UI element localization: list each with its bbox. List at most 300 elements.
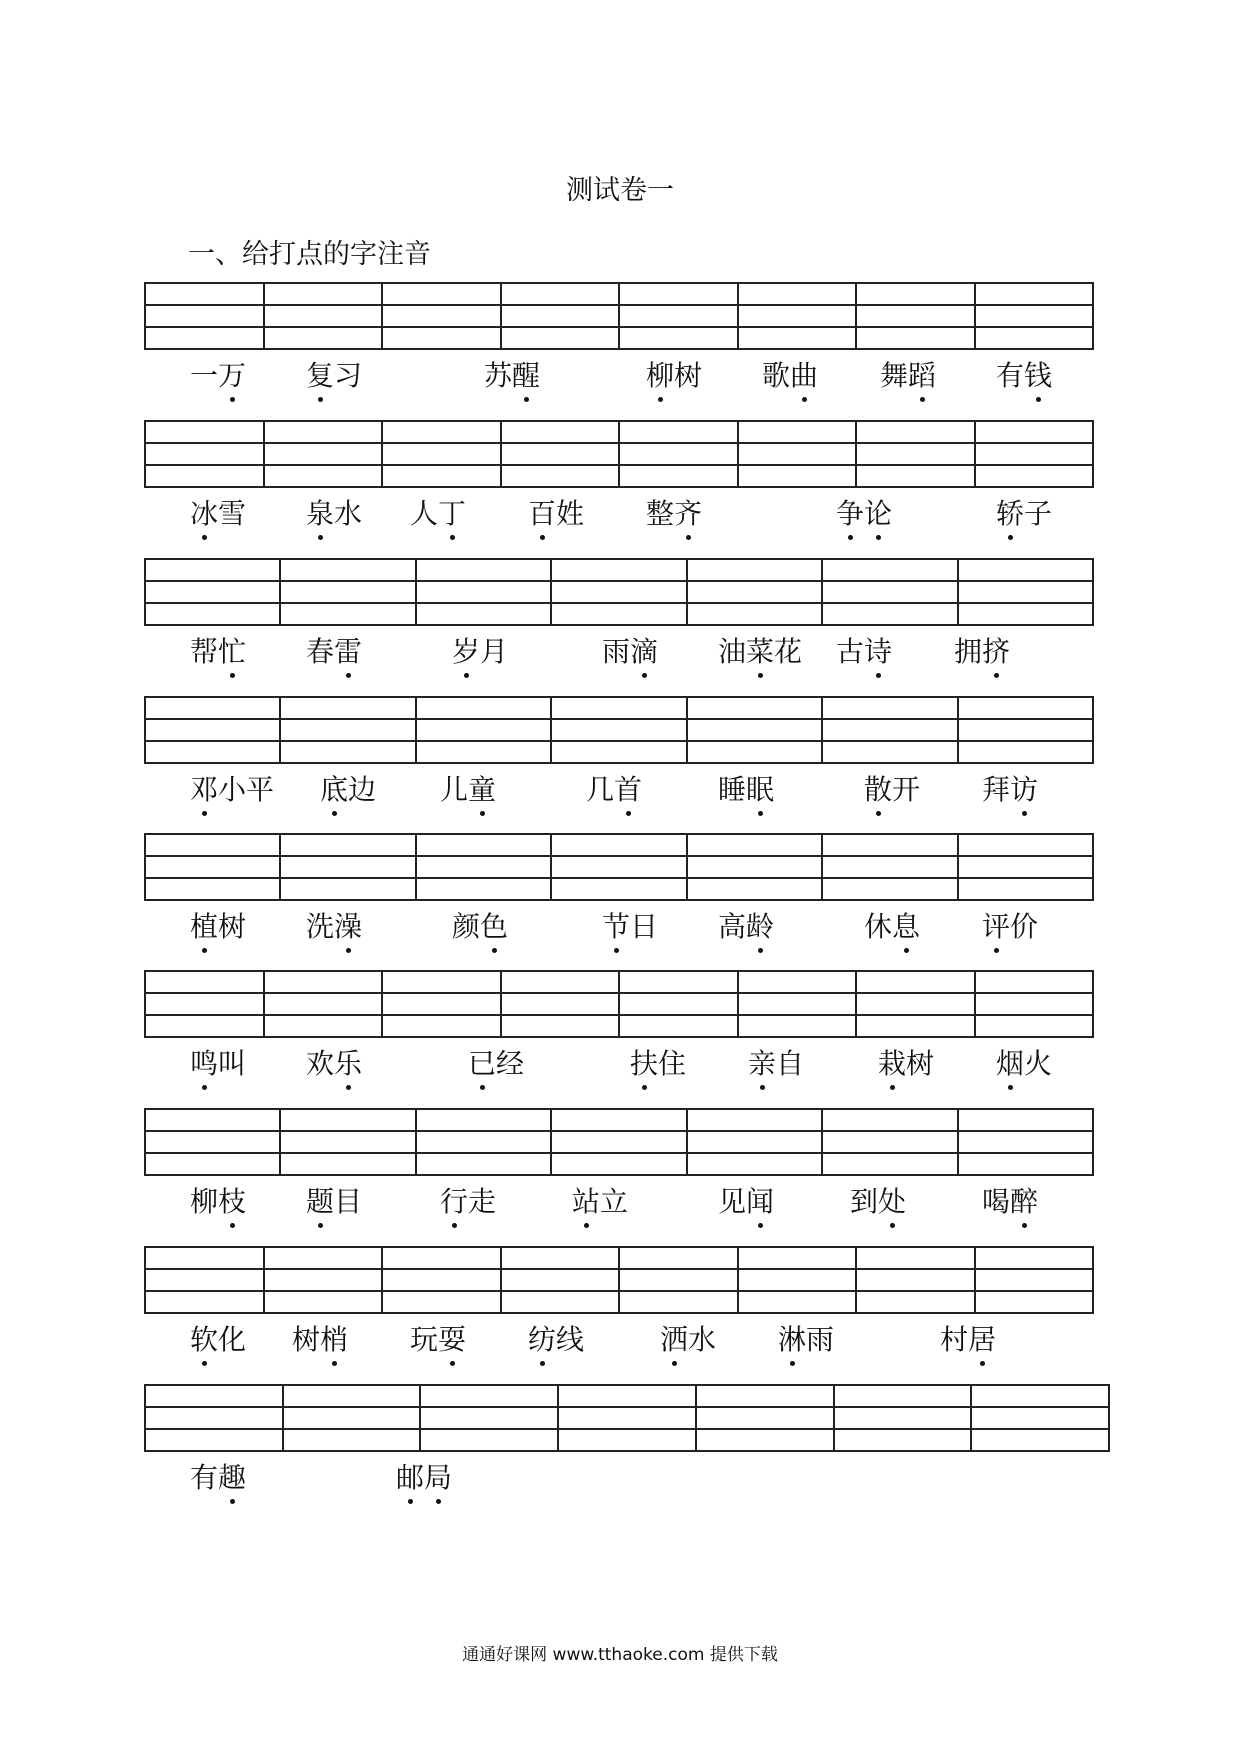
writing-cell[interactable] <box>975 443 1094 465</box>
writing-cell[interactable] <box>958 581 1093 603</box>
writing-cell[interactable] <box>382 421 501 443</box>
writing-cell[interactable] <box>551 559 686 581</box>
emphasis-dot <box>790 1361 795 1366</box>
writing-cell[interactable] <box>145 993 264 1015</box>
writing-cell[interactable] <box>975 1015 1094 1037</box>
vocab-word: 高龄 <box>718 910 775 943</box>
emphasis-dot <box>890 1085 895 1090</box>
writing-cell[interactable] <box>416 741 551 763</box>
writing-cell[interactable] <box>416 697 551 719</box>
emphasis-dot <box>202 1085 207 1090</box>
writing-cell[interactable] <box>738 971 857 993</box>
pinyin-grid <box>144 696 1094 764</box>
writing-cell[interactable] <box>687 834 822 856</box>
vocab-word: 拜访 <box>982 773 1039 806</box>
writing-cell[interactable] <box>501 1247 620 1269</box>
writing-cell[interactable] <box>145 1247 264 1269</box>
writing-cell[interactable] <box>145 1429 283 1451</box>
pinyin-grid <box>144 1108 1094 1176</box>
writing-cell[interactable] <box>834 1429 972 1451</box>
writing-cell[interactable] <box>738 421 857 443</box>
emphasis-dot <box>230 1223 235 1228</box>
emphasis-dot <box>480 811 485 816</box>
writing-cell[interactable] <box>856 443 975 465</box>
emphasis-dot <box>848 535 853 540</box>
writing-cell[interactable] <box>619 971 738 993</box>
writing-cell[interactable] <box>264 993 383 1015</box>
writing-cell[interactable] <box>501 993 620 1015</box>
vocab-word: 站立 <box>572 1185 629 1218</box>
writing-cell[interactable] <box>501 443 620 465</box>
writing-cell[interactable] <box>822 581 957 603</box>
writing-cell[interactable] <box>416 581 551 603</box>
emphasis-dot <box>230 673 235 678</box>
writing-cell[interactable] <box>822 856 957 878</box>
writing-cell[interactable] <box>145 1015 264 1037</box>
writing-cell[interactable] <box>145 1407 283 1429</box>
emphasis-dot <box>202 535 207 540</box>
writing-cell[interactable] <box>958 878 1093 900</box>
vocab-word: 邮局 <box>396 1461 453 1494</box>
vocab-word: 行走 <box>440 1185 497 1218</box>
writing-cell[interactable] <box>551 697 686 719</box>
vocab-word: 软化 <box>190 1323 247 1356</box>
vocab-word: 题目 <box>306 1185 363 1218</box>
writing-cell[interactable] <box>501 1291 620 1313</box>
writing-cell[interactable] <box>551 878 686 900</box>
writing-cell[interactable] <box>856 305 975 327</box>
writing-cell[interactable] <box>619 305 738 327</box>
writing-cell[interactable] <box>958 834 1093 856</box>
writing-cell[interactable] <box>280 878 415 900</box>
writing-cell[interactable] <box>145 719 280 741</box>
writing-cell[interactable] <box>738 993 857 1015</box>
writing-cell[interactable] <box>382 971 501 993</box>
writing-cell[interactable] <box>856 465 975 487</box>
writing-cell[interactable] <box>145 741 280 763</box>
writing-cell[interactable] <box>264 1015 383 1037</box>
emphasis-dot <box>452 1223 457 1228</box>
writing-cell[interactable] <box>145 443 264 465</box>
vocab-word: 冰雪 <box>190 497 247 530</box>
writing-cell[interactable] <box>975 283 1094 305</box>
writing-cell[interactable] <box>416 856 551 878</box>
writing-cell[interactable] <box>975 1269 1094 1291</box>
writing-cell[interactable] <box>856 1291 975 1313</box>
vocab-word: 烟火 <box>996 1047 1053 1080</box>
writing-cell[interactable] <box>687 697 822 719</box>
writing-cell[interactable] <box>145 421 264 443</box>
writing-cell[interactable] <box>145 697 280 719</box>
vocab-word: 有钱 <box>996 359 1053 392</box>
vocab-word: 树梢 <box>292 1323 349 1356</box>
emphasis-dot <box>802 397 807 402</box>
writing-cell[interactable] <box>382 1015 501 1037</box>
writing-cell[interactable] <box>280 856 415 878</box>
writing-cell[interactable] <box>975 971 1094 993</box>
emphasis-dot <box>480 1085 485 1090</box>
vocab-word: 柳树 <box>646 359 703 392</box>
writing-cell[interactable] <box>975 1247 1094 1269</box>
emphasis-dot <box>758 1223 763 1228</box>
vocab-word: 柳枝 <box>190 1185 247 1218</box>
writing-cell[interactable] <box>971 1429 1109 1451</box>
writing-cell[interactable] <box>619 443 738 465</box>
emphasis-dot <box>876 811 881 816</box>
writing-cell[interactable] <box>420 1407 558 1429</box>
vocab-word: 泉水 <box>306 497 363 530</box>
writing-cell[interactable] <box>971 1407 1109 1429</box>
emphasis-dot <box>980 1361 985 1366</box>
writing-cell[interactable] <box>264 283 383 305</box>
writing-cell[interactable] <box>382 1291 501 1313</box>
writing-cell[interactable] <box>687 1109 822 1131</box>
writing-cell[interactable] <box>958 741 1093 763</box>
writing-cell[interactable] <box>687 559 822 581</box>
vocab-word: 睡眠 <box>718 773 775 806</box>
writing-cell[interactable] <box>738 305 857 327</box>
writing-cell[interactable] <box>551 1131 686 1153</box>
writing-cell[interactable] <box>382 327 501 349</box>
writing-cell[interactable] <box>382 283 501 305</box>
writing-cell[interactable] <box>280 741 415 763</box>
writing-cell[interactable] <box>283 1429 421 1451</box>
emphasis-dot <box>540 535 545 540</box>
writing-cell[interactable] <box>416 1131 551 1153</box>
vocab-word: 节日 <box>602 910 659 943</box>
writing-cell[interactable] <box>619 1269 738 1291</box>
writing-cell[interactable] <box>145 305 264 327</box>
writing-cell[interactable] <box>264 443 383 465</box>
writing-cell[interactable] <box>145 603 280 625</box>
writing-cell[interactable] <box>856 971 975 993</box>
writing-cell[interactable] <box>975 305 1094 327</box>
vocab-word: 古诗 <box>836 635 893 668</box>
writing-cell[interactable] <box>619 993 738 1015</box>
writing-cell[interactable] <box>619 421 738 443</box>
writing-cell[interactable] <box>822 1153 957 1175</box>
writing-cell[interactable] <box>822 603 957 625</box>
emphasis-dot <box>758 948 763 953</box>
emphasis-dot <box>642 1085 647 1090</box>
writing-cell[interactable] <box>687 1131 822 1153</box>
writing-cell[interactable] <box>264 1247 383 1269</box>
writing-cell[interactable] <box>145 283 264 305</box>
vocab-word: 洒水 <box>660 1323 717 1356</box>
emphasis-dot <box>346 673 351 678</box>
writing-cell[interactable] <box>416 878 551 900</box>
writing-cell[interactable] <box>738 1269 857 1291</box>
emphasis-dot <box>436 1499 441 1504</box>
writing-cell[interactable] <box>145 559 280 581</box>
writing-cell[interactable] <box>501 305 620 327</box>
vocab-word: 整齐 <box>646 497 703 530</box>
vocab-word: 几首 <box>586 773 643 806</box>
writing-cell[interactable] <box>822 1131 957 1153</box>
writing-cell[interactable] <box>145 878 280 900</box>
vocab-word: 扶住 <box>630 1047 687 1080</box>
writing-cell[interactable] <box>551 1153 686 1175</box>
writing-cell[interactable] <box>856 1247 975 1269</box>
vocab-word: 底边 <box>320 773 377 806</box>
writing-cell[interactable] <box>822 1109 957 1131</box>
emphasis-dot <box>1008 1085 1013 1090</box>
writing-cell[interactable] <box>958 1109 1093 1131</box>
writing-cell[interactable] <box>145 465 264 487</box>
vocab-word: 舞蹈 <box>880 359 937 392</box>
emphasis-dot <box>686 535 691 540</box>
writing-cell[interactable] <box>280 719 415 741</box>
writing-cell[interactable] <box>551 1109 686 1131</box>
emphasis-dot <box>202 811 207 816</box>
vocab-word: 栽树 <box>878 1047 935 1080</box>
emphasis-dot <box>450 535 455 540</box>
writing-cell[interactable] <box>551 581 686 603</box>
writing-cell[interactable] <box>551 856 686 878</box>
emphasis-dot <box>332 811 337 816</box>
writing-cell[interactable] <box>958 559 1093 581</box>
writing-cell[interactable] <box>382 465 501 487</box>
writing-cell[interactable] <box>856 1269 975 1291</box>
writing-cell[interactable] <box>738 1015 857 1037</box>
writing-cell[interactable] <box>145 1269 264 1291</box>
vocab-word: 帮忙 <box>190 635 247 668</box>
writing-cell[interactable] <box>416 1153 551 1175</box>
emphasis-dot <box>890 1223 895 1228</box>
writing-cell[interactable] <box>619 1291 738 1313</box>
writing-cell[interactable] <box>738 1247 857 1269</box>
writing-cell[interactable] <box>696 1407 834 1429</box>
vocab-word: 歌曲 <box>762 359 819 392</box>
pinyin-grid <box>144 1384 1110 1452</box>
emphasis-dot <box>318 397 323 402</box>
writing-cell[interactable] <box>145 834 280 856</box>
writing-cell[interactable] <box>958 1131 1093 1153</box>
writing-cell[interactable] <box>551 834 686 856</box>
emphasis-dot <box>658 397 663 402</box>
vocab-word: 评价 <box>982 910 1039 943</box>
writing-cell[interactable] <box>856 993 975 1015</box>
pinyin-grid <box>144 420 1094 488</box>
emphasis-dot <box>758 673 763 678</box>
writing-cell[interactable] <box>382 1247 501 1269</box>
emphasis-dot <box>492 948 497 953</box>
writing-cell[interactable] <box>687 603 822 625</box>
writing-cell[interactable] <box>420 1429 558 1451</box>
emphasis-dot <box>994 948 999 953</box>
writing-cell[interactable] <box>264 1269 383 1291</box>
pinyin-grid <box>144 833 1094 901</box>
writing-cell[interactable] <box>822 559 957 581</box>
writing-cell[interactable] <box>834 1407 972 1429</box>
writing-cell[interactable] <box>382 305 501 327</box>
writing-cell[interactable] <box>145 856 280 878</box>
emphasis-dot <box>408 1499 413 1504</box>
writing-cell[interactable] <box>738 283 857 305</box>
writing-cell[interactable] <box>834 1385 972 1407</box>
pinyin-grid <box>144 1246 1094 1314</box>
writing-cell[interactable] <box>416 834 551 856</box>
vocab-word: 苏醒 <box>484 359 541 392</box>
writing-cell[interactable] <box>264 971 383 993</box>
vocab-word: 邓小平 <box>190 773 275 806</box>
writing-cell[interactable] <box>558 1407 696 1429</box>
vocab-word: 洗澡 <box>306 910 363 943</box>
writing-cell[interactable] <box>822 719 957 741</box>
writing-cell[interactable] <box>264 465 383 487</box>
emphasis-dot <box>1008 535 1013 540</box>
vocab-word: 到处 <box>850 1185 907 1218</box>
writing-cell[interactable] <box>619 465 738 487</box>
writing-cell[interactable] <box>420 1385 558 1407</box>
writing-cell[interactable] <box>619 1247 738 1269</box>
writing-cell[interactable] <box>145 1153 280 1175</box>
writing-cell[interactable] <box>145 327 264 349</box>
writing-cell[interactable] <box>145 971 264 993</box>
pinyin-grid <box>144 970 1094 1038</box>
writing-cell[interactable] <box>822 697 957 719</box>
emphasis-dot <box>672 1361 677 1366</box>
writing-cell[interactable] <box>958 603 1093 625</box>
writing-cell[interactable] <box>619 327 738 349</box>
writing-cell[interactable] <box>283 1407 421 1429</box>
emphasis-dot <box>332 1361 337 1366</box>
writing-cell[interactable] <box>958 719 1093 741</box>
section-heading: 一、给打点的字注音 <box>188 239 431 270</box>
vocab-word: 百姓 <box>528 497 585 530</box>
writing-cell[interactable] <box>416 559 551 581</box>
writing-cell[interactable] <box>501 327 620 349</box>
writing-cell[interactable] <box>416 603 551 625</box>
writing-cell[interactable] <box>382 1269 501 1291</box>
writing-cell[interactable] <box>145 1291 264 1313</box>
writing-cell[interactable] <box>264 327 383 349</box>
vocab-word: 已经 <box>468 1047 525 1080</box>
writing-cell[interactable] <box>501 421 620 443</box>
writing-cell[interactable] <box>558 1385 696 1407</box>
writing-cell[interactable] <box>416 719 551 741</box>
vocab-word: 植树 <box>190 910 247 943</box>
writing-cell[interactable] <box>696 1429 834 1451</box>
writing-cell[interactable] <box>501 1269 620 1291</box>
footer: 通通好课网 www.tthaoke.com 提供下载 <box>462 1645 778 1665</box>
writing-cell[interactable] <box>264 1291 383 1313</box>
writing-cell[interactable] <box>822 878 957 900</box>
writing-cell[interactable] <box>856 1015 975 1037</box>
writing-cell[interactable] <box>975 1291 1094 1313</box>
emphasis-dot <box>758 811 763 816</box>
vocab-word: 喝醉 <box>982 1185 1039 1218</box>
writing-cell[interactable] <box>283 1385 421 1407</box>
writing-cell[interactable] <box>145 581 280 603</box>
writing-cell[interactable] <box>738 465 857 487</box>
writing-cell[interactable] <box>856 421 975 443</box>
writing-cell[interactable] <box>971 1385 1109 1407</box>
writing-cell[interactable] <box>822 741 957 763</box>
writing-cell[interactable] <box>501 283 620 305</box>
pinyin-grid <box>144 282 1094 350</box>
emphasis-dot <box>1022 811 1027 816</box>
vocab-word: 村居 <box>940 1323 997 1356</box>
emphasis-dot <box>876 535 881 540</box>
writing-cell[interactable] <box>501 465 620 487</box>
writing-cell[interactable] <box>416 1109 551 1131</box>
writing-cell[interactable] <box>145 1109 280 1131</box>
writing-cell[interactable] <box>264 305 383 327</box>
writing-cell[interactable] <box>738 443 857 465</box>
writing-cell[interactable] <box>687 581 822 603</box>
writing-cell[interactable] <box>551 603 686 625</box>
writing-cell[interactable] <box>280 603 415 625</box>
writing-cell[interactable] <box>687 878 822 900</box>
emphasis-dot <box>760 1085 765 1090</box>
writing-cell[interactable] <box>145 1385 283 1407</box>
emphasis-dot <box>318 1223 323 1228</box>
writing-cell[interactable] <box>856 327 975 349</box>
writing-cell[interactable] <box>687 719 822 741</box>
writing-cell[interactable] <box>501 1015 620 1037</box>
writing-cell[interactable] <box>856 283 975 305</box>
writing-cell[interactable] <box>975 327 1094 349</box>
vocab-word: 复习 <box>306 359 363 392</box>
vocab-word: 见闻 <box>718 1185 775 1218</box>
emphasis-dot <box>642 673 647 678</box>
writing-cell[interactable] <box>738 1291 857 1313</box>
writing-cell[interactable] <box>551 741 686 763</box>
emphasis-dot <box>524 397 529 402</box>
writing-cell[interactable] <box>280 1153 415 1175</box>
writing-cell[interactable] <box>382 993 501 1015</box>
writing-cell[interactable] <box>958 1153 1093 1175</box>
vocab-word: 亲自 <box>748 1047 805 1080</box>
vocab-word: 轿子 <box>996 497 1053 530</box>
writing-cell[interactable] <box>382 443 501 465</box>
writing-cell[interactable] <box>687 1153 822 1175</box>
writing-cell[interactable] <box>551 719 686 741</box>
writing-cell[interactable] <box>280 581 415 603</box>
writing-cell[interactable] <box>696 1385 834 1407</box>
emphasis-dot <box>626 811 631 816</box>
writing-cell[interactable] <box>822 834 957 856</box>
writing-cell[interactable] <box>280 1131 415 1153</box>
writing-cell[interactable] <box>501 971 620 993</box>
writing-cell[interactable] <box>558 1429 696 1451</box>
writing-cell[interactable] <box>145 1131 280 1153</box>
writing-cell[interactable] <box>280 697 415 719</box>
vocab-word: 拥挤 <box>954 635 1011 668</box>
emphasis-dot <box>230 1499 235 1504</box>
writing-cell[interactable] <box>975 421 1094 443</box>
emphasis-dot <box>202 948 207 953</box>
writing-cell[interactable] <box>687 741 822 763</box>
vocab-word: 散开 <box>864 773 921 806</box>
writing-cell[interactable] <box>975 993 1094 1015</box>
emphasis-dot <box>318 535 323 540</box>
writing-cell[interactable] <box>619 1015 738 1037</box>
writing-cell[interactable] <box>280 834 415 856</box>
vocab-word: 鸣叫 <box>190 1047 247 1080</box>
writing-cell[interactable] <box>619 283 738 305</box>
writing-cell[interactable] <box>280 559 415 581</box>
writing-cell[interactable] <box>958 856 1093 878</box>
writing-cell[interactable] <box>687 856 822 878</box>
writing-cell[interactable] <box>280 1109 415 1131</box>
writing-cell[interactable] <box>264 421 383 443</box>
emphasis-dot <box>994 673 999 678</box>
writing-cell[interactable] <box>958 697 1093 719</box>
writing-cell[interactable] <box>738 327 857 349</box>
writing-cell[interactable] <box>975 465 1094 487</box>
